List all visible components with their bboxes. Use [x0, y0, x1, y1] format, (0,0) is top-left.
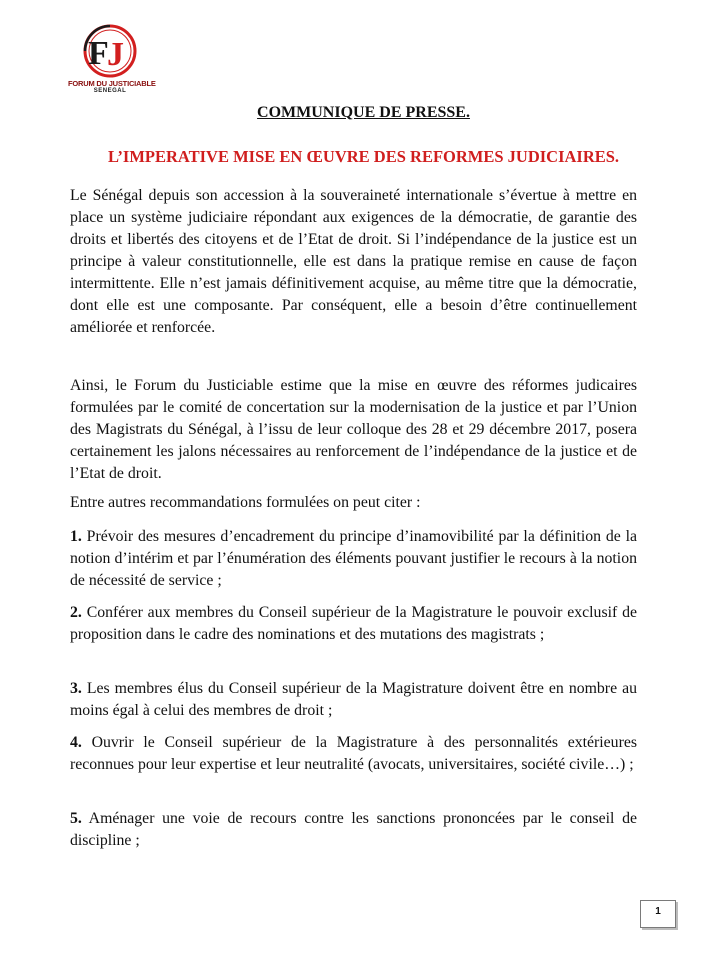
page-number: 1 — [655, 906, 661, 917]
recommendation-item — [70, 808, 637, 852]
recommendation-number: 5. — [70, 810, 82, 827]
headline: L’IMPERATIVE MISE EN ŒUVRE DES REFORMES JUDICIAIRES. — [107, 147, 620, 166]
paragraph-intro: Le Sénégal depuis son accession à la souveraineté internationale s’évertue à mettre en place un système judiciaire répondant aux exigences de la démocratie, de garantie des droits et libertés des citoyens et de l’Etat de droit. Si l’indépendance de la justice est un principe à valeur constitutionnelle, elle est dans la pratique remise en cause de façon intermittente. Elle n’est jamais définitivement acquise, au même titre que la démocratie, dont elle est une composante. Par conséquent, elle a besoin d’être continuellement améliorée et renforcée. — [70, 187, 637, 336]
paragraph-forum-position: Ainsi, le Forum du Justiciable estime que la mise en œuvre des réformes judicaires formulées par le comité de concertation sur la modernisation de la justice et par l’Union des Magistrats du Sénégal, à l’issu de leur colloque des 28 et 29 décembre 2017, posera certainement les jalons nécessaires au renforcement de l’indépendance de la justice et de l’Etat de droit. — [70, 377, 637, 482]
recommendation-number: 1. — [70, 528, 82, 545]
recommendation-text: Aménager une voie de recours contre les sanctions prononcées par le conseil de discipline ; — [70, 810, 637, 849]
press-release-title: COMMUNIQUE DE PRESSE. — [257, 104, 470, 121]
svg-text:F: F — [88, 35, 109, 72]
recommendation-number: 2. — [70, 604, 82, 621]
paragraph-recommendations-intro: Entre autres recommandations formulées on peut citer : — [70, 494, 421, 511]
forum-logo — [68, 24, 156, 98]
recommendation-text: Prévoir des mesures d’encadrement du principe d’inamovibilité par la définition de la notion d’intérim et par l’énumération des éléments pouvant justifier le recours à la notion de nécessité de service ; — [70, 528, 637, 589]
recommendation-text: Ouvrir le Conseil supérieur de la Magistrature à des personnalités extérieures reconnues pour leur expertise et leur neutralité (avocats, universitaires, société civile…) ; — [70, 734, 637, 773]
recommendation-item — [70, 526, 637, 592]
recommendation-text: Les membres élus du Conseil supérieur de la Magistrature doivent être en nombre au moins égal à celui des membres de droit ; — [70, 680, 637, 719]
recommendation-number: 3. — [70, 680, 82, 697]
forum-logo-emblem-icon — [68, 24, 152, 80]
logo-organization-name: FORUM DU JUSTICIABLE — [68, 79, 156, 88]
recommendation-item — [70, 678, 637, 722]
recommendation-item — [70, 732, 637, 776]
logo-country: SENEGAL — [93, 88, 127, 94]
recommendation-number: 4. — [70, 734, 82, 751]
recommendation-text: Conférer aux membres du Conseil supérieur de la Magistrature le pouvoir exclusif de proposition dans le cadre des nominations et des mutations des magistrats ; — [70, 604, 637, 643]
svg-text:J: J — [107, 36, 124, 73]
page-number-box — [640, 900, 676, 928]
recommendation-item — [70, 602, 637, 646]
